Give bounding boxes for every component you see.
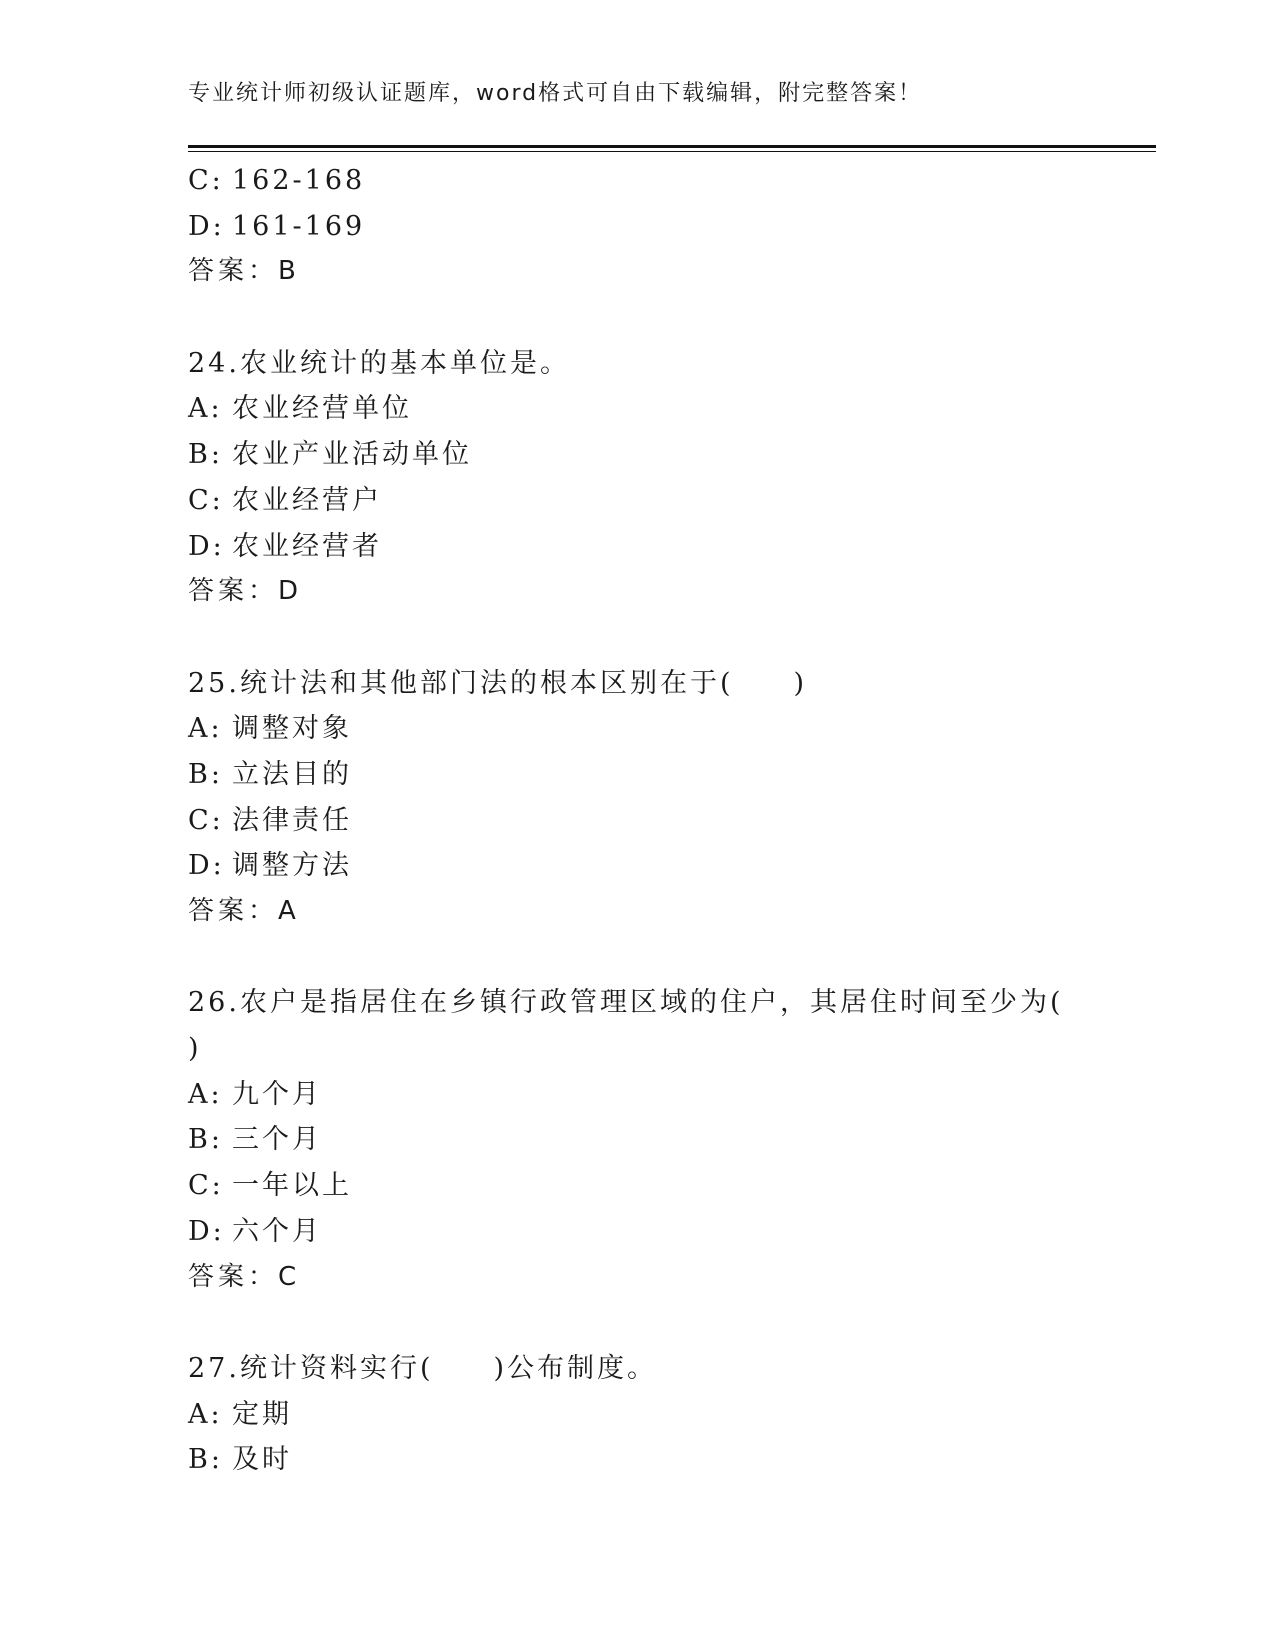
option-a: A: 定期	[188, 1398, 292, 1430]
question-list	[188, 158, 1068, 1483]
option-d: D: 161-169	[188, 210, 366, 242]
option-a: A: 农业经营单位	[188, 393, 412, 425]
question-25: 25.统计法和其他部门法的根本区别在于( )	[188, 667, 808, 699]
question-26-continuation: )	[188, 1033, 202, 1065]
option-b: B: 及时	[188, 1444, 292, 1476]
option-b: B: 立法目的	[188, 758, 352, 790]
option-a: A: 调整对象	[188, 713, 352, 745]
question-27: 27.统计资料实行( )公布制度。	[188, 1352, 658, 1384]
header-rule-thick	[188, 145, 1156, 148]
option-c: C: 一年以上	[188, 1170, 352, 1202]
header-rule-thin	[188, 151, 1156, 152]
question-24: 24.农业统计的基本单位是。	[188, 347, 570, 379]
option-c: C: 法律责任	[188, 804, 352, 836]
option-d: D: 农业经营者	[188, 530, 382, 562]
option-b: B: 农业产业活动单位	[188, 439, 472, 471]
option-a: A: 九个月	[188, 1078, 322, 1110]
question-26: 26.农户是指居住在乡镇行政管理区域的住户，其居住时间至少为(	[188, 987, 1064, 1019]
option-b: B: 三个月	[188, 1124, 322, 1156]
option-c: C: 162-168	[188, 165, 366, 196]
answer-line: 答案：A	[188, 896, 300, 926]
answer-line: 答案：D	[188, 576, 303, 607]
page-header: 专业统计师初级认证题库，word格式可自由下载编辑，附完整答案！	[188, 81, 923, 106]
answer-line: 答案：C	[188, 1261, 301, 1292]
answer-line: 答案：B	[188, 256, 300, 287]
option-d: D: 调整方法	[188, 850, 352, 882]
option-d: D: 六个月	[188, 1215, 322, 1247]
option-c: C: 农业经营户	[188, 484, 382, 516]
